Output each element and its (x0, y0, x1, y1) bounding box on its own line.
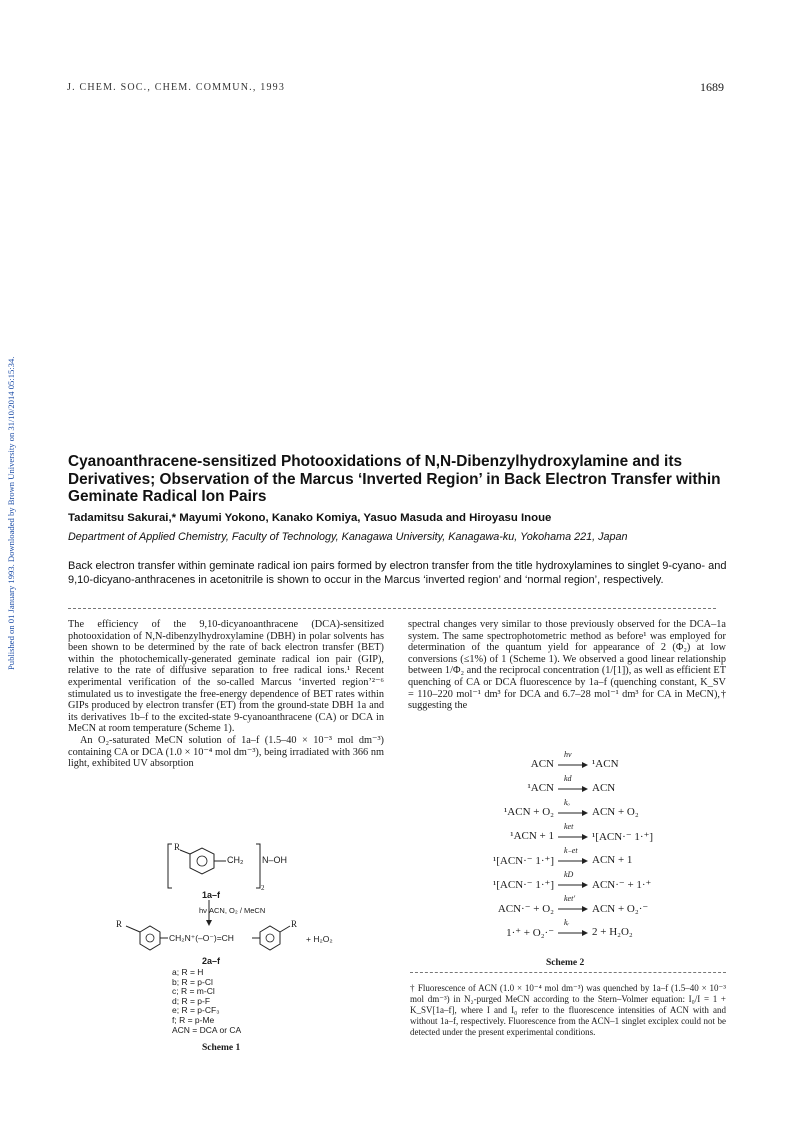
legend-item: e; R = p-CF₃ (172, 1005, 220, 1016)
reactants: ¹[ACN·⁻ 1·⁺] (492, 855, 554, 867)
article-title: Cyanoanthracene-sensitized Photooxidations of N,N-Dibenzylhydroxylamine and its Derivatives; Observation of the Marcus ‘Inverted Region’ in Back Electron Transfer within Geminate Radical Ion Pairs (68, 453, 721, 505)
article-authors: Tadamitsu Sakurai,* Mayumi Yokono, Kanako Komiya, Yasuo Masuda and Hiroyasu Inoue (68, 512, 552, 524)
products: 2 + H₂O₂ (592, 926, 633, 938)
reactants: ¹ACN (527, 782, 554, 794)
products: ACN + O₂ (592, 806, 639, 818)
abstract-divider (68, 608, 716, 609)
article-affiliation: Department of Applied Chemistry, Faculty of Technology, Kanagawa University, Kanagawa-ku, Yokohama 221, Japan (68, 531, 628, 543)
page-number: 1689 (700, 80, 724, 94)
product-linkage: CH₂N⁺(–O⁻)=CH (169, 933, 234, 943)
reactants: ACN·⁻ + O₂ (497, 903, 554, 915)
download-note (4, 270, 18, 670)
substituent-legend (172, 968, 241, 1035)
reaction-conditions: hν ACN, O₂ / MeCN (199, 906, 266, 915)
left-column (68, 619, 384, 770)
reactants: ¹ACN + 1 (510, 830, 554, 842)
reaction-arrow (558, 918, 588, 938)
reaction-arrow (558, 846, 588, 866)
rate-constant: kₒ (564, 798, 570, 807)
products: ACN·⁻ + 1·⁺ (592, 879, 652, 891)
legend-item: d; R = p-F (172, 995, 211, 1006)
rate-constant: kd (564, 774, 572, 783)
products: ¹ACN (592, 758, 619, 770)
reactants: ACN (530, 758, 554, 770)
reactants: 1·⁺ + O₂·⁻ (506, 927, 554, 939)
n-oh-label: N–OH (262, 855, 288, 865)
rate-constant: kᵣ (564, 918, 570, 927)
reactants: ¹ACN + O₂ (503, 806, 554, 818)
rate-constant: ket (564, 822, 574, 831)
reactants: ¹[ACN·⁻ 1·⁺] (492, 879, 554, 891)
scheme-2-label: Scheme 2 (546, 958, 585, 968)
scheme-1 (110, 840, 370, 1060)
products: ¹[ACN·⁻ 1·⁺] (592, 831, 654, 843)
subscript-2: 2 (261, 884, 265, 892)
products: ACN (592, 782, 616, 794)
rate-constant: hν (564, 750, 572, 759)
legend-item: c; R = m-Cl (172, 986, 215, 997)
download-note-text: Published on 01 January 1993. Downloaded by Brown University on 31/10/2014 05:15:34. (6, 356, 16, 670)
legend-item: b; R = p-Cl (172, 976, 213, 987)
r-label-right: R (291, 919, 298, 929)
footnote: † Fluorescence of ACN (1.0 × 10⁻⁴ mol dm⁻³) was quenched by 1a–f (1.5–40 × 10⁻³ mol dm⁻³) in N₂-purged MeCN according to the Stern–Volmer equation: I₀/I = 1 + K_SV[1a–f], where I and I₀ refer to the fluorescence intensities of ACN with and without 1a–f, respectively. Fluorescence from the ACN–1 singlet exciplex could not be detected under the present experimental conditions. (410, 983, 726, 1037)
left-paragraph-1: The efficiency of the 9,10-dicyanoanthracene (DCA)-sensitized photooxidation of N,N-dibenzylhydroxylamine (DBH) in polar solvents has been shown to be determined by the rate of back electron transfer (BET) within the photochemically-generated geminate radical ion pair (GIP), relative to the rate of diffusive separation to free radical ions.¹ Recent experimental verification of the so-called Marcus ‘inverted region’²⁻⁶ stimulated us to investigate the free-energy dependence of BET rates within GIPs produced by electron transfer (ET) from the ground-state DBH 1a and its derivatives 1b–f to the excited-state 9-cyanoanthracene (CA) or DCA in MeCN at room temperature (Scheme 1). (68, 619, 384, 735)
legend-item: ACN = DCA or CA (172, 1024, 242, 1035)
article-abstract: Back electron transfer within geminate radical ion pairs formed by electron transfer from the title hydroxylamines to singlet 9-cyano- and 9,10-dicyano-anthracenes in acetonitrile is shown to occur in the Marcus ‘inverted region’ and ‘normal region’, respectively. (68, 560, 727, 586)
legend-item: f; R = p-Me (172, 1014, 215, 1025)
right-paragraph-1: spectral changes very similar to those previously observed for the DCA–1a system. The same spectrophotometric method as before¹ was employed for determination of the quantum yield for appearance of 2 (Φ₂) at low conversions (≤1%) of 1 (Scheme 1). We observed a good linear relationship between 1/Φ₂ and the reciprocal concentration (1/[1]), as well as efficient ET quenching of CA or DCA fluorescence by 1a–f (quenching constant, K_SV = 110–220 mol⁻¹ dm³ for DCA and 6.7–28 mol⁻¹ dm³ for CA in MeCN),† suggesting the (408, 619, 726, 712)
rate-constant: ket' (564, 894, 576, 903)
scheme-1-label: Scheme 1 (202, 1043, 241, 1053)
ch2-label: CH₂ (227, 855, 244, 865)
journal-header: J. CHEM. SOC., CHEM. COMMUN., 1993 (67, 82, 286, 93)
reaction-arrow (558, 822, 588, 842)
h2o2-label: + H₂O₂ (306, 934, 333, 944)
legend-item: a; R = H (172, 967, 204, 977)
rate-constant: k₋et (564, 846, 578, 855)
reaction-arrow (558, 774, 588, 794)
products: ACN + O₂·⁻ (592, 903, 649, 915)
compound-2-label: 2a–f (202, 956, 221, 966)
rate-constant: kD (564, 870, 574, 879)
reaction-arrow (558, 798, 588, 818)
footnote-divider (410, 972, 726, 973)
products: ACN + 1 (592, 854, 633, 866)
reaction-arrow (558, 750, 588, 770)
right-column (408, 619, 726, 712)
compound-1-label: 1a–f (202, 890, 221, 900)
r-label-top: R (174, 842, 181, 852)
r-label-left: R (116, 919, 123, 929)
left-paragraph-2: An O₂-saturated MeCN solution of 1a–f (1.5–40 × 10⁻³ mol dm⁻³) containing CA or DCA (1.0 × 10⁻⁴ mol dm⁻³), being irradiated with 366 nm light, exhibited UV absorption (68, 734, 384, 770)
reaction-arrow (558, 894, 588, 914)
scheme-2 (440, 752, 700, 966)
reaction-arrow (558, 870, 588, 890)
